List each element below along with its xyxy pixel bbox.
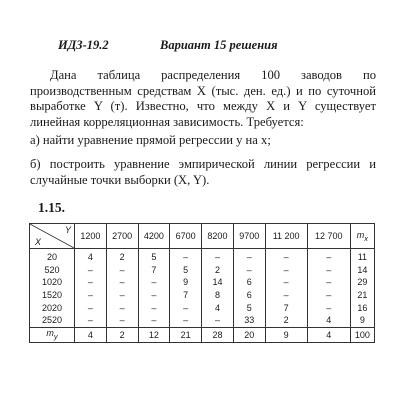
frequency-cell: – xyxy=(170,249,202,264)
frequency-cell: 4 xyxy=(307,314,350,327)
frequency-cell: – xyxy=(202,249,234,264)
frequency-cell: – xyxy=(75,289,107,302)
frequency-cell: – xyxy=(233,264,265,277)
row-total-cell: 9 xyxy=(350,314,374,327)
y-header-cell: 8200 xyxy=(202,224,234,249)
column-total-cell: 4 xyxy=(75,327,107,342)
frequency-cell: – xyxy=(106,314,138,327)
frequency-cell: – xyxy=(75,276,107,289)
frequency-cell: – xyxy=(307,249,350,264)
frequency-cell: – xyxy=(170,314,202,327)
mx-header-subscript: x xyxy=(364,233,368,243)
y-header-cell: 6700 xyxy=(170,224,202,249)
variant-title: Вариант 15 решения xyxy=(160,38,278,52)
frequency-cell: 4 xyxy=(202,301,234,314)
column-total-cell: 21 xyxy=(170,327,202,342)
item-b-text: б) построить уравнение эмпирической линии регрессии и случайные точки выборки (X, Y). xyxy=(30,157,376,187)
y-header-cell: 1200 xyxy=(75,224,107,249)
frequency-cell: – xyxy=(106,264,138,277)
corner-x-label: X xyxy=(35,237,42,247)
x-value-cell: 2520 xyxy=(41,315,63,326)
table-row xyxy=(30,314,375,327)
frequency-cell: 14 xyxy=(202,276,234,289)
frequency-cell: 8 xyxy=(202,289,234,302)
table-row xyxy=(30,276,375,289)
table-row xyxy=(30,264,375,277)
my-label-cell xyxy=(30,327,75,342)
grand-total-cell: 100 xyxy=(350,327,374,342)
task-item-b xyxy=(30,157,376,188)
intro-paragraph: Дана таблица распределения 100 заводов по производственным средствам X (тыс. ден. ед.) и по суточной выработке Y (т). Известно, что между X и Y существует линейная корреляционная зависимость. Требуется: xyxy=(30,68,376,129)
frequency-cell: – xyxy=(106,289,138,302)
item-a-text: а) найти уравнение прямой регрессии y на x; xyxy=(30,133,271,147)
frequency-cell: – xyxy=(138,276,170,289)
distribution-table xyxy=(29,223,375,343)
y-header-cell: 2700 xyxy=(106,224,138,249)
row-total-cell: 29 xyxy=(350,276,374,289)
frequency-cell: – xyxy=(106,276,138,289)
frequency-cell: – xyxy=(75,301,107,314)
column-total-cell: 28 xyxy=(202,327,234,342)
frequency-cell: 5 xyxy=(170,264,202,277)
frequency-cell: 6 xyxy=(233,289,265,302)
frequency-cell: 9 xyxy=(170,276,202,289)
mx-header-cell xyxy=(350,224,374,249)
frequency-cell: – xyxy=(307,276,350,289)
frequency-cell: 7 xyxy=(170,289,202,302)
corner-cell xyxy=(30,224,75,249)
table-row xyxy=(30,249,375,264)
corner-y-label: Y xyxy=(64,225,71,235)
y-header-cell: 9700 xyxy=(233,224,265,249)
y-header-cell: 12 700 xyxy=(307,224,350,249)
frequency-cell: – xyxy=(106,301,138,314)
column-total-cell: 9 xyxy=(265,327,307,342)
column-total-cell: 4 xyxy=(307,327,350,342)
row-total-cell: 16 xyxy=(350,301,374,314)
frequency-cell: – xyxy=(307,289,350,302)
x-value-cell: 520 xyxy=(44,264,60,275)
frequency-cell: – xyxy=(233,249,265,264)
frequency-cell: – xyxy=(75,314,107,327)
row-total-cell: 21 xyxy=(350,289,374,302)
mx-header-label: m xyxy=(356,229,365,240)
frequency-cell: 33 xyxy=(233,314,265,327)
frequency-cell: 2 xyxy=(106,249,138,264)
frequency-cell: – xyxy=(265,276,307,289)
table-header-row xyxy=(30,224,375,249)
frequency-cell: 7 xyxy=(265,301,307,314)
frequency-cell: 2 xyxy=(202,264,234,277)
my-label: m xyxy=(46,328,54,339)
x-value-cell: 20 xyxy=(46,252,57,263)
document-header xyxy=(58,38,358,54)
frequency-cell: – xyxy=(307,264,350,277)
y-header-cell: 11 200 xyxy=(265,224,307,249)
frequency-cell: – xyxy=(202,314,234,327)
frequency-cell: – xyxy=(138,314,170,327)
table-row xyxy=(30,301,375,314)
my-subscript: y xyxy=(53,331,58,341)
frequency-cell: – xyxy=(75,264,107,277)
frequency-cell: – xyxy=(265,289,307,302)
task-item-a xyxy=(30,133,376,149)
column-total-cell: 20 xyxy=(233,327,265,342)
x-value-cell: 2020 xyxy=(41,302,63,313)
frequency-cell: 6 xyxy=(233,276,265,289)
frequency-cell: – xyxy=(138,289,170,302)
row-total-cell: 11 xyxy=(350,249,374,264)
frequency-cell: – xyxy=(265,249,307,264)
frequency-cell: 5 xyxy=(233,301,265,314)
frequency-cell: 7 xyxy=(138,264,170,277)
totals-row xyxy=(30,327,375,342)
frequency-cell: – xyxy=(307,301,350,314)
x-value-cell: 1020 xyxy=(41,277,63,288)
frequency-cell: 5 xyxy=(138,249,170,264)
task-number: 1.15. xyxy=(38,200,65,215)
column-total-cell: 12 xyxy=(138,327,170,342)
frequency-cell: – xyxy=(170,301,202,314)
frequency-cell: – xyxy=(265,264,307,277)
frequency-cell: – xyxy=(138,301,170,314)
table-row xyxy=(30,289,375,302)
frequency-cell: 4 xyxy=(75,249,107,264)
frequency-cell: 2 xyxy=(265,314,307,327)
y-header-cell: 4200 xyxy=(138,224,170,249)
column-total-cell: 2 xyxy=(106,327,138,342)
row-total-cell: 14 xyxy=(350,264,374,277)
problem-statement xyxy=(30,68,376,130)
x-value-cell: 1520 xyxy=(41,290,63,301)
assignment-code: ИДЗ-19.2 xyxy=(58,38,109,52)
